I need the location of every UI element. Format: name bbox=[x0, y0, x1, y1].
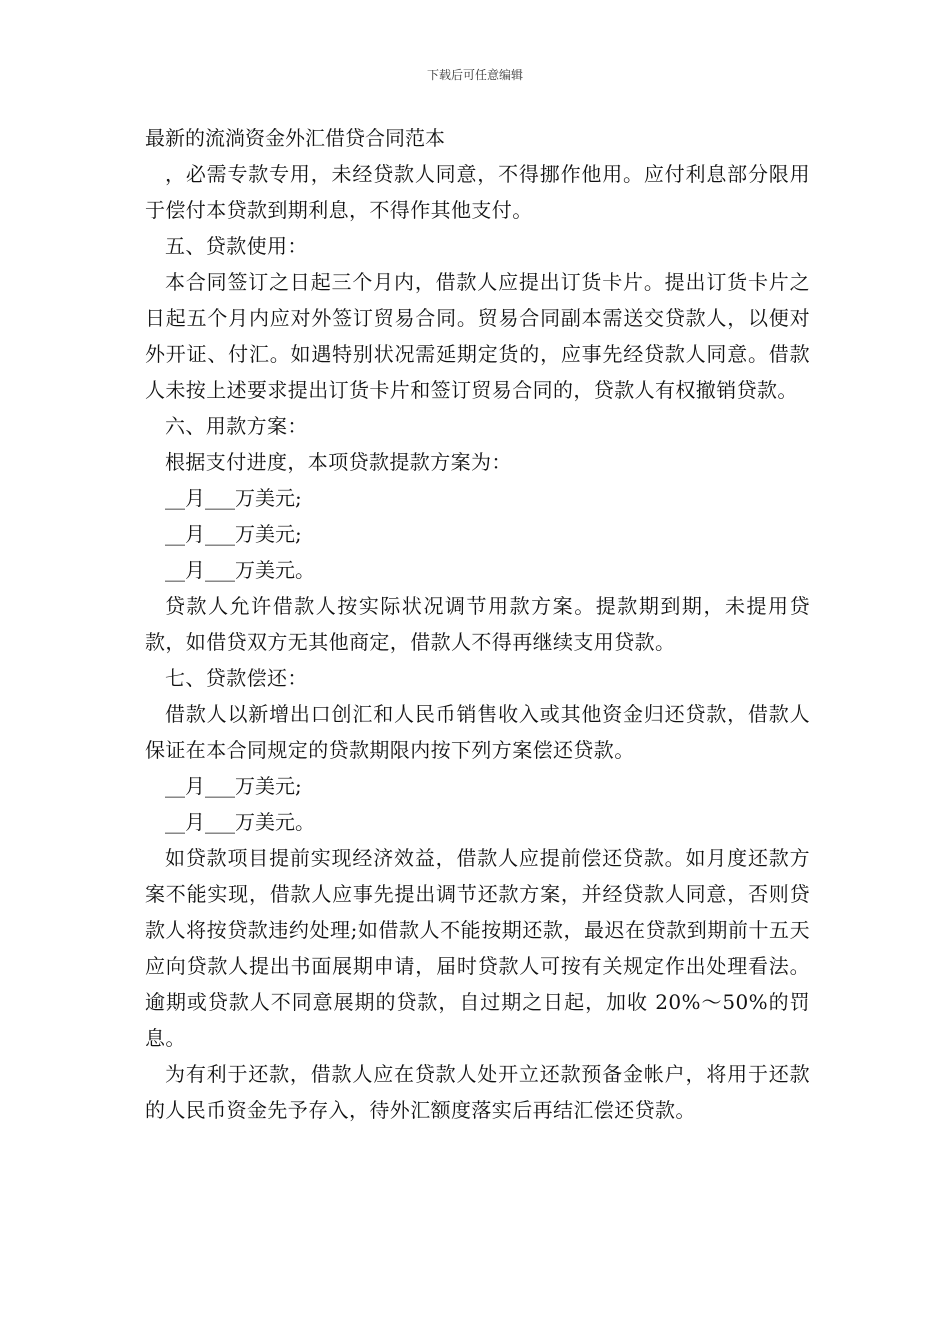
document-title: 最新的流淌资金外汇借贷合同范本 bbox=[145, 126, 445, 150]
document-body bbox=[145, 120, 810, 1128]
paragraph-early-repayment: 如贷款项目提前实现经济效益，借款人应提前偿还贷款。如月度还款方案不能实现，借款人应事先提出调节还款方案，并经贷款人同意，否则贷款人将按贷款违约处理;如借款人不能按期还款，最迟在贷款到期前十五天应向贷款人提出书面展期申请，届时贷款人可按有关规定作出处理看法。逾期或贷款人不同意展期的贷款，自过期之日起，加收 20%～50%的罚息。 bbox=[145, 846, 810, 1050]
paragraph-loan-usage: 本合同签订之日起三个月内，借款人应提出订货卡片。提出订货卡片之日起五个月内应对外签订贸易合同。贸易合同副本需送交贷款人，以便对外开证、付汇。如遇特别状况需延期定货的，应事先经贷款人同意。借款人未按上述要求提出订货卡片和签订贸易合同的，贷款人有权撤销贷款。 bbox=[145, 270, 810, 402]
paragraph-usage-restriction: ，必需专款专用，未经贷款人同意，不得挪作他用。应付利息部分限用于偿付本贷款到期利息，不得作其他支付。 bbox=[145, 162, 810, 222]
repayment-line-2: __月___万美元。 bbox=[165, 810, 315, 834]
drawdown-line-3: __月___万美元。 bbox=[165, 558, 315, 582]
repayment-line-1: __月___万美元; bbox=[165, 774, 302, 798]
paragraph-drawdown-adjustment: 贷款人允许借款人按实际状况调节用款方案。提款期到期，未提用贷款，如借贷双方无其他商定，借款人不得再继续支用贷款。 bbox=[145, 594, 810, 654]
section-heading-repayment: 七、贷款偿还： bbox=[165, 666, 308, 690]
section-heading-loan-usage: 五、贷款使用： bbox=[165, 234, 308, 258]
drawdown-line-2: __月___万美元; bbox=[165, 522, 302, 546]
drawdown-line-1: __月___万美元; bbox=[165, 486, 302, 510]
section-heading-drawdown-plan: 六、用款方案： bbox=[165, 414, 308, 438]
page-header: 下载后可任意编辑 bbox=[426, 68, 523, 82]
paragraph-drawdown-intro: 根据支付进度，本项贷款提款方案为： bbox=[165, 450, 512, 474]
paragraph-repayment-source: 借款人以新增出口创汇和人民币销售收入或其他资金归还贷款，借款人保证在本合同规定的贷款期限内按下列方案偿还贷款。 bbox=[145, 702, 810, 762]
paragraph-reserve-account: 为有利于还款，借款人应在贷款人处开立还款预备金帐户，将用于还款的人民币资金先予存入，待外汇额度落实后再结汇偿还贷款。 bbox=[145, 1062, 810, 1122]
